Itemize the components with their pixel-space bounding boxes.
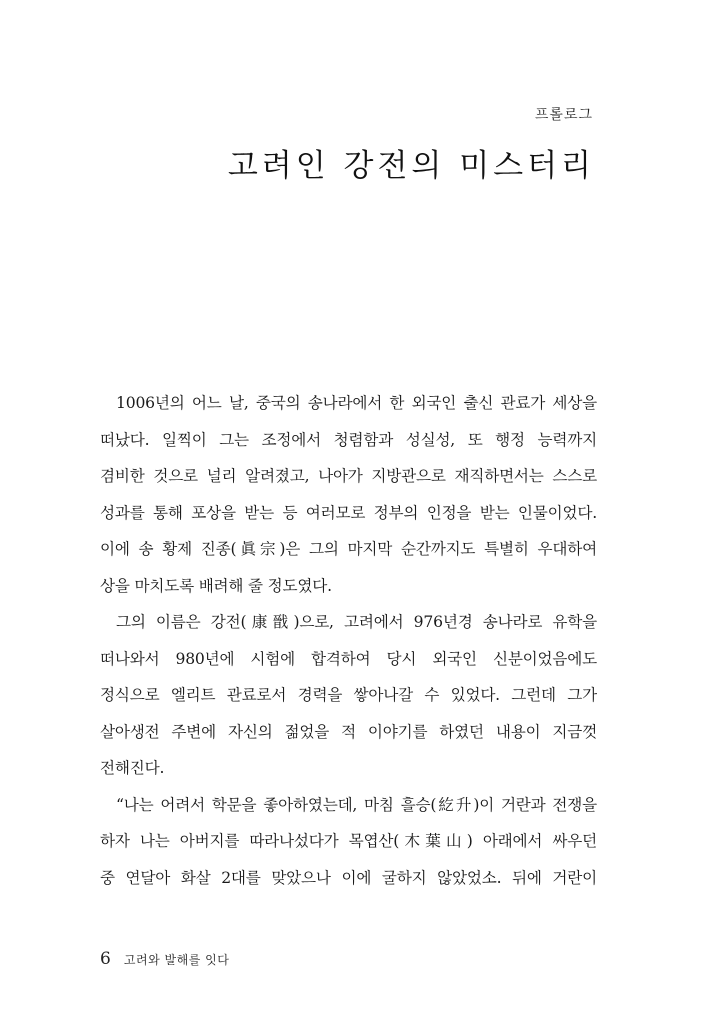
chapter-title: 고려인 강전의 미스터리 xyxy=(227,148,595,184)
paragraph-2-line-4: 살아생전 주변에 자신의 젊었을 적 이야기를 하였던 내용이 지금껏 xyxy=(100,722,597,741)
page-footer xyxy=(100,949,229,969)
paragraph-1-line-3: 겸비한 것으로 널리 알려졌고, 나아가 지방관으로 재직하면서는 스스로 xyxy=(100,467,597,485)
paragraph-1-line-4: 성과를 통해 포상을 받는 등 여러모로 정부의 인정을 받는 인물이었다. xyxy=(100,503,597,522)
paragraph-1-line-2: 떠났다. 일찍이 그는 조정에서 청렴함과 성실성, 또 행정 능력까지 xyxy=(100,430,597,449)
body-text xyxy=(100,385,597,896)
chapter-kicker: 프롤로그 xyxy=(534,107,593,123)
paragraph-2-line-1: 그의 이름은 강전(康戩)으로, 고려에서 976년경 송나라로 유학을 xyxy=(116,613,597,631)
paragraph-1-line-1: 1006년의 어느 날, 중국의 송나라에서 한 외국인 출신 관료가 세상을 xyxy=(116,394,597,412)
paragraph-2-line-2: 떠나와서 980년에 시험에 합격하여 당시 외국인 신분이었음에도 xyxy=(100,649,597,668)
paragraph-1-line-6: 상을 마치도록 배려해 줄 정도였다. xyxy=(100,576,332,595)
paragraph-1-line-5: 이에 송 황제 진종(眞宗)은 그의 마지막 순간까지도 특별히 우대하여 xyxy=(100,540,597,558)
paragraph-2-line-5: 전해진다. xyxy=(100,759,165,777)
paragraph-3-line-2: 하자 나는 아버지를 따라나섰다가 목엽산(木葉山) 아래에서 싸우던 xyxy=(100,832,597,850)
page-number: 6 xyxy=(100,949,111,969)
paragraph-3-line-1: “나는 어려서 학문을 좋아하였는데, 마침 흘승(紇升)이 거란과 전쟁을 xyxy=(116,795,597,814)
paragraph-2-line-3: 정식으로 엘리트 관료로서 경력을 쌓아나갈 수 있었다. 그런데 그가 xyxy=(100,686,597,704)
paragraph-3-line-3: 중 연달아 화살 2대를 맞았으나 이에 굴하지 않았었소. 뒤에 거란이 xyxy=(100,868,597,887)
running-book-title: 고려와 발해를 잇다 xyxy=(123,953,230,967)
